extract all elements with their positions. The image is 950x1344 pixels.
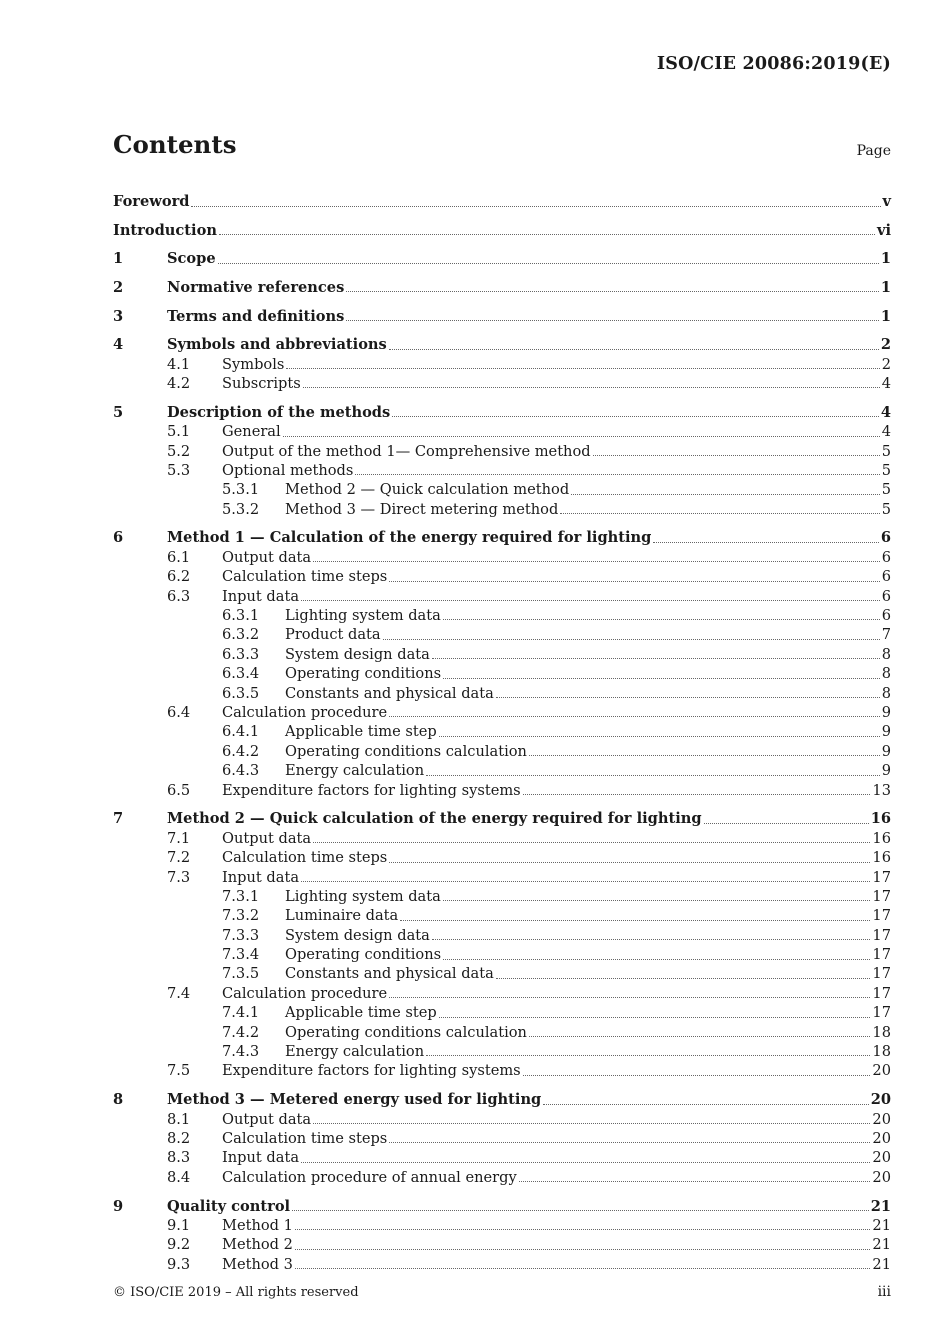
toc-entry-number: 9 (113, 1197, 124, 1215)
toc-entry[interactable] (113, 1216, 891, 1235)
toc-entry-number: 7.4.3 (222, 1043, 260, 1061)
toc-dot-leader (191, 205, 880, 207)
toc-entry[interactable] (113, 984, 891, 1003)
toc-entry[interactable] (113, 703, 891, 722)
toc-entry-page: 8 (881, 684, 891, 702)
toc-entry-title: Symbols and abbreviations (167, 336, 387, 354)
toc-entry-page: 13 (872, 781, 891, 799)
toc-entry-number: 6.3.5 (222, 684, 260, 702)
toc-dot-leader (295, 1248, 871, 1250)
toc-dot-leader (301, 1161, 870, 1163)
toc-entry-title: Calculation time steps (222, 1130, 388, 1148)
toc-entry-title: Output data (222, 548, 312, 566)
toc-dot-leader (426, 1054, 870, 1056)
toc-entry-page: 17 (872, 868, 891, 886)
toc-entry-title: Energy calculation (285, 762, 425, 780)
toc-entry-title: Lighting system data (285, 607, 441, 625)
toc-entry-page: 5 (881, 481, 891, 499)
toc-entry-page: 17 (872, 965, 891, 983)
toc-entry-number: 8.1 (167, 1110, 191, 1128)
document-id: ISO/CIE 20086:2019(E) (656, 54, 891, 74)
toc-dot-leader (400, 919, 870, 921)
toc-entry[interactable] (113, 240, 891, 269)
toc-dot-leader (439, 735, 880, 737)
toc-entry-page: 21 (872, 1216, 891, 1234)
toc-entry[interactable] (113, 868, 891, 887)
toc-entry-page: 2 (881, 355, 891, 373)
toc-entry-title: Output of the method 1— Comprehensive method (222, 442, 591, 460)
toc-entry-number: 7.2 (167, 849, 191, 867)
toc-entry[interactable] (113, 393, 891, 422)
toc-dot-leader (313, 841, 870, 843)
page-column-label: Page (856, 143, 891, 159)
toc-entry-page: 21 (872, 1255, 891, 1273)
toc-entry-number: 5.2 (167, 442, 191, 460)
toc-entry-page: 20 (872, 1110, 891, 1128)
toc-entry-title: Product data (285, 626, 381, 644)
toc-entry-page: 18 (872, 1023, 891, 1041)
toc-entry-number: 7.4.2 (222, 1023, 260, 1041)
toc-entry-title: Operating conditions calculation (285, 1023, 527, 1041)
toc-entry[interactable] (113, 355, 891, 374)
toc-entry-page: 17 (872, 887, 891, 905)
toc-entry-number: 9.1 (167, 1216, 191, 1234)
toc-dot-leader (496, 977, 871, 979)
toc-dot-leader (543, 1103, 868, 1105)
toc-entry-page: 5 (881, 500, 891, 518)
toc-dot-leader (432, 938, 871, 940)
toc-entry-page: 1 (880, 278, 891, 296)
toc-dot-leader (496, 696, 880, 698)
toc-entry-number: 4.2 (167, 374, 191, 392)
toc-entry-title: Calculation procedure (222, 704, 388, 721)
toc-entry-title: Method 1 — Calculation of the energy required for lighting (167, 529, 652, 547)
toc-dot-leader (313, 1122, 870, 1124)
toc-entry[interactable] (113, 587, 891, 606)
toc-entry-title: Subscripts (222, 374, 301, 392)
toc-entry-number: 5.3.2 (222, 500, 260, 518)
toc-entry-number: 6.2 (167, 568, 191, 586)
toc-entry-number: 8 (113, 1091, 124, 1109)
toc-entry-number: 7.3.2 (222, 907, 260, 925)
toc-entry[interactable] (113, 422, 891, 441)
toc-entry-page: 16 (870, 810, 891, 828)
toc-entry-number: 9.2 (167, 1236, 191, 1254)
toc-entry-page: 1 (880, 250, 891, 268)
toc-entry-number: 5 (113, 403, 124, 421)
toc-dot-leader (286, 367, 879, 369)
toc-entry-title: Method 2 — Quick calculation method (285, 481, 570, 499)
toc-entry-title: Operating conditions calculation (285, 742, 527, 760)
toc-dot-leader (283, 435, 880, 437)
table-of-contents (113, 183, 891, 1274)
toc-entry-number: 6.3 (167, 587, 191, 605)
toc-entry-page: 17 (872, 984, 891, 1002)
toc-entry[interactable] (113, 1168, 891, 1187)
toc-entry-title: Operating conditions (285, 665, 442, 683)
toc-entry-title: Constants and physical data (285, 965, 494, 983)
toc-entry[interactable] (113, 684, 891, 703)
toc-entry-page: 9 (881, 762, 891, 780)
toc-entry-number: 6.4 (167, 704, 191, 721)
toc-entry-title: Applicable time step (285, 723, 437, 741)
toc-entry[interactable] (113, 926, 891, 945)
toc-entry-page: 17 (872, 946, 891, 964)
toc-entry-number: 6.3.4 (222, 665, 260, 683)
toc-entry[interactable] (113, 800, 891, 829)
toc-entry-number: 6.3.2 (222, 626, 260, 644)
toc-dot-leader (392, 415, 879, 417)
toc-entry[interactable] (113, 645, 891, 664)
toc-entry-page: 9 (881, 723, 891, 741)
toc-entry-page: 18 (872, 1043, 891, 1061)
toc-entry-number: 5.3 (167, 461, 191, 479)
toc-entry[interactable] (113, 519, 891, 548)
toc-entry[interactable] (113, 625, 891, 644)
toc-entry-title: Normative references (167, 278, 345, 296)
toc-entry-page: 8 (881, 645, 891, 663)
toc-entry-title: Calculation procedure of annual energy (222, 1168, 517, 1186)
toc-entry-title: System design data (285, 926, 430, 944)
toc-entry-number: 6.3.3 (222, 645, 260, 663)
toc-dot-leader (389, 580, 879, 582)
toc-entry-title: Applicable time step (285, 1004, 437, 1022)
toc-entry[interactable] (113, 442, 891, 461)
toc-dot-leader (439, 1016, 871, 1018)
toc-entry[interactable] (113, 548, 891, 567)
toc-dot-leader (389, 996, 870, 998)
toc-entry[interactable] (113, 567, 891, 586)
toc-entry[interactable] (113, 906, 891, 925)
toc-entry-page: 17 (872, 1004, 891, 1022)
toc-entry-number: 7.5 (167, 1062, 191, 1080)
toc-entry-page: 8 (881, 665, 891, 683)
toc-entry-number: 8.4 (167, 1168, 191, 1186)
toc-entry-number: 3 (113, 307, 124, 325)
toc-entry-title: Input data (222, 587, 300, 605)
toc-entry[interactable] (113, 781, 891, 800)
toc-entry-title: Calculation time steps (222, 568, 388, 586)
toc-entry-page: 20 (872, 1130, 891, 1148)
toc-entry-page: 4 (880, 403, 891, 421)
page-title: Contents (113, 130, 237, 159)
toc-dot-leader (346, 319, 878, 321)
toc-entry-number: 5.3.1 (222, 481, 260, 499)
toc-entry-number: 7 (113, 810, 124, 828)
toc-dot-leader (301, 599, 880, 601)
toc-entry-number: 7.3 (167, 868, 191, 886)
toc-entry[interactable] (113, 1148, 891, 1167)
toc-entry-page: v (882, 193, 891, 211)
toc-dot-leader (383, 638, 880, 640)
toc-dot-leader (355, 473, 879, 475)
toc-entry-page: 17 (872, 926, 891, 944)
toc-dot-leader (218, 262, 879, 264)
toc-entry-page: 20 (872, 1062, 891, 1080)
toc-entry[interactable] (113, 500, 891, 519)
toc-entry-number: 6.5 (167, 781, 191, 799)
toc-entry-title: Method 3 — Direct metering method (285, 500, 559, 518)
copyright-notice: © ISO/CIE 2019 – All rights reserved (113, 1285, 359, 1300)
toc-entry[interactable] (113, 1081, 891, 1110)
toc-entry-title: Method 1 (222, 1216, 293, 1234)
toc-entry-number: 8.2 (167, 1130, 191, 1148)
toc-dot-leader (219, 233, 875, 235)
toc-entry-page: 6 (881, 548, 891, 566)
toc-entry-number: 8.3 (167, 1149, 191, 1167)
toc-entry-title: Foreword (113, 193, 190, 211)
toc-entry[interactable] (113, 742, 891, 761)
toc-entry-title: Quality control (167, 1197, 291, 1215)
toc-entry-title: Scope (167, 250, 216, 268)
toc-dot-leader (443, 958, 870, 960)
toc-entry-number: 5.1 (167, 423, 191, 441)
toc-dot-leader (653, 541, 878, 543)
toc-entry[interactable] (113, 965, 891, 984)
toc-entry-page: 21 (872, 1236, 891, 1254)
toc-entry-page: 6 (881, 587, 891, 605)
toc-entry[interactable] (113, 1042, 891, 1061)
toc-dot-leader (389, 715, 880, 717)
toc-dot-leader (313, 560, 880, 562)
toc-entry[interactable] (113, 1129, 891, 1148)
toc-entry-title: Method 2 — Quick calculation of the energy required for lighting (167, 810, 702, 828)
toc-entry-number: 6.1 (167, 548, 191, 566)
toc-entry-page: 6 (880, 529, 891, 547)
toc-entry-number: 6 (113, 529, 124, 547)
toc-dot-leader (523, 793, 871, 795)
toc-dot-leader (529, 1035, 870, 1037)
toc-entry-number: 9.3 (167, 1255, 191, 1273)
toc-entry-title: Lighting system data (285, 887, 441, 905)
toc-dot-leader (519, 1180, 871, 1182)
toc-entry-page: 20 (870, 1091, 891, 1109)
toc-entry[interactable] (113, 1023, 891, 1042)
toc-entry-number: 4 (113, 336, 124, 354)
toc-entry-number: 7.4.1 (222, 1004, 260, 1022)
toc-entry-number: 7.3.4 (222, 946, 260, 964)
toc-entry-title: Calculation time steps (222, 849, 388, 867)
toc-entry-page: 20 (872, 1149, 891, 1167)
toc-dot-leader (443, 899, 871, 901)
toc-entry[interactable] (113, 945, 891, 964)
toc-entry[interactable] (113, 848, 891, 867)
toc-entry-title: Method 3 — Metered energy used for lighting (167, 1091, 542, 1109)
toc-entry-number: 4.1 (167, 355, 191, 373)
toc-dot-leader (443, 618, 880, 620)
toc-entry-title: Energy calculation (285, 1043, 425, 1061)
toc-entry-page: 5 (881, 442, 891, 460)
footer-page-number: iii (877, 1284, 891, 1300)
toc-entry[interactable] (113, 761, 891, 780)
toc-entry-page: 7 (881, 626, 891, 644)
toc-entry-page: 9 (881, 742, 891, 760)
toc-entry[interactable] (113, 1187, 891, 1216)
toc-entry-title: Constants and physical data (285, 684, 494, 702)
toc-entry-title: Input data (222, 1149, 300, 1167)
toc-entry[interactable] (113, 183, 891, 212)
toc-entry-page: 16 (872, 829, 891, 847)
toc-entry-page: 5 (881, 461, 891, 479)
toc-entry-page: vi (876, 221, 891, 239)
toc-entry-title: General (222, 423, 281, 441)
toc-entry-number: 6.3.1 (222, 607, 260, 625)
toc-entry[interactable] (113, 297, 891, 326)
toc-entry-number: 2 (113, 278, 124, 296)
toc-entry-page: 6 (881, 607, 891, 625)
toc-entry-number: 7.3.5 (222, 965, 260, 983)
toc-entry-number: 7.3.1 (222, 887, 260, 905)
toc-dot-leader (303, 386, 880, 388)
toc-entry[interactable] (113, 374, 891, 393)
toc-entry-title: Output data (222, 1110, 312, 1128)
toc-entry-title: Luminaire data (285, 907, 399, 925)
toc-dot-leader (389, 348, 879, 350)
toc-entry-title: Output data (222, 829, 312, 847)
toc-entry[interactable] (113, 326, 891, 355)
toc-dot-leader (571, 493, 880, 495)
toc-dot-leader (523, 1074, 871, 1076)
toc-entry-title: Symbols (222, 355, 285, 373)
toc-entry-title: Operating conditions (285, 946, 442, 964)
toc-entry-page: 4 (881, 374, 891, 392)
toc-entry-title: Optional methods (222, 461, 354, 479)
toc-dot-leader (301, 880, 870, 882)
toc-entry[interactable] (113, 664, 891, 683)
toc-entry-title: Method 2 (222, 1236, 293, 1254)
toc-dot-leader (443, 677, 880, 679)
toc-entry[interactable] (113, 212, 891, 241)
toc-entry-page: 20 (872, 1168, 891, 1186)
toc-dot-leader (389, 1141, 870, 1143)
toc-entry-number: 7.4 (167, 984, 191, 1002)
toc-entry[interactable] (113, 269, 891, 298)
toc-entry-number: 6.4.2 (222, 742, 260, 760)
toc-entry-title: Expenditure factors for lighting systems (222, 781, 521, 799)
toc-entry-title: Terms and definitions (167, 307, 345, 325)
toc-entry-number: 1 (113, 250, 124, 268)
toc-entry[interactable] (113, 722, 891, 741)
toc-entry[interactable] (113, 887, 891, 906)
toc-dot-leader (560, 512, 879, 514)
toc-entry-number: 6.4.1 (222, 723, 260, 741)
toc-entry-number: 6.4.3 (222, 762, 260, 780)
toc-entry[interactable] (113, 1235, 891, 1254)
toc-entry-number: 7.3.3 (222, 926, 260, 944)
toc-entry-title: Description of the methods (167, 403, 391, 421)
toc-entry-title: Expenditure factors for lighting systems (222, 1062, 521, 1080)
toc-dot-leader (295, 1267, 871, 1269)
toc-entry[interactable] (113, 461, 891, 480)
toc-entry[interactable] (113, 606, 891, 625)
toc-dot-leader (593, 454, 880, 456)
toc-entry[interactable] (113, 1255, 891, 1274)
toc-dot-leader (389, 861, 870, 863)
toc-entry-number: 7.1 (167, 829, 191, 847)
toc-dot-leader (529, 754, 880, 756)
toc-dot-leader (295, 1228, 871, 1230)
toc-entry-title: Calculation procedure (222, 984, 388, 1002)
toc-entry[interactable] (113, 1110, 891, 1129)
toc-entry[interactable] (113, 829, 891, 848)
toc-entry[interactable] (113, 480, 891, 499)
toc-entry-page: 1 (880, 307, 891, 325)
toc-entry-page: 4 (881, 423, 891, 441)
toc-entry-page: 16 (872, 849, 891, 867)
toc-entry-title: System design data (285, 645, 430, 663)
toc-entry-page: 21 (870, 1197, 891, 1215)
toc-entry[interactable] (113, 1061, 891, 1080)
toc-entry[interactable] (113, 1003, 891, 1022)
toc-dot-leader (432, 657, 880, 659)
toc-dot-leader (292, 1209, 869, 1211)
toc-entry-page: 17 (872, 907, 891, 925)
toc-dot-leader (426, 774, 880, 776)
toc-entry-title: Input data (222, 868, 300, 886)
toc-entry-page: 6 (881, 568, 891, 586)
toc-entry-title: Method 3 (222, 1255, 293, 1273)
toc-entry-title: Introduction (113, 221, 217, 239)
toc-dot-leader (704, 822, 869, 824)
toc-entry-page: 2 (880, 336, 891, 354)
toc-dot-leader (346, 290, 879, 292)
toc-entry-page: 9 (881, 704, 891, 721)
